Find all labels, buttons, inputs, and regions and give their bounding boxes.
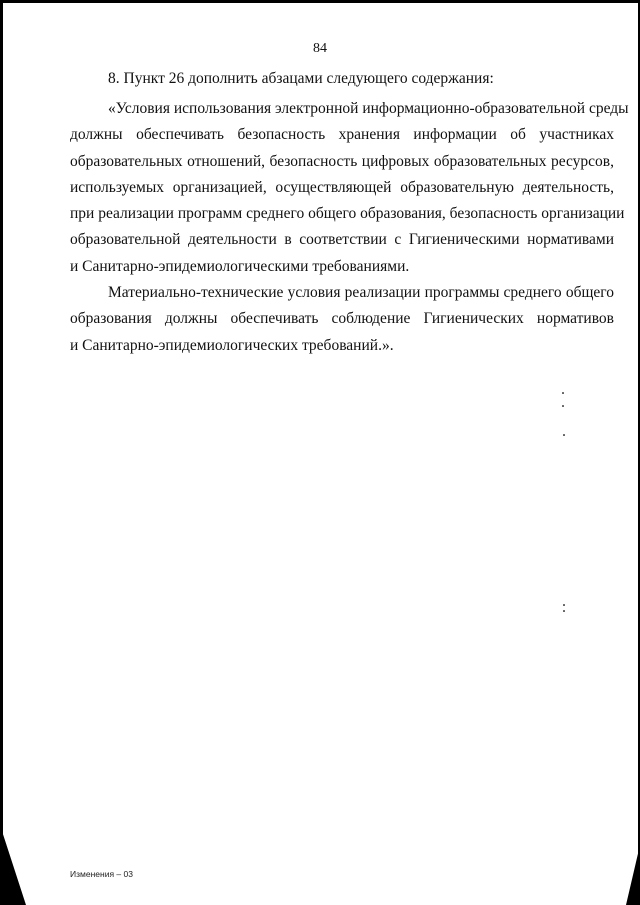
scan-speck — [562, 405, 564, 407]
text-line: «Условия использования электронной информационно-образовательной среды — [108, 100, 629, 117]
text-line: используемых организацией, осуществляющей образовательную деятельность, — [70, 178, 614, 196]
text-line: при реализации программ среднего общего образования, безопасность организации — [70, 205, 625, 223]
scan-edge-top — [0, 0, 640, 3]
scan-corner-bottom-left — [0, 825, 26, 905]
text-line: образования должны обеспечивать соблюдение Гигиенических нормативов — [70, 310, 614, 328]
text-line: должны обеспечивать безопасность хранения информации об участниках — [70, 126, 614, 144]
footer-revision-label: Изменения – 03 — [70, 869, 133, 879]
scan-speck — [562, 392, 564, 394]
text-line: образовательных отношений, безопасность цифровых образовательных ресурсов, — [70, 152, 614, 170]
text-line: и Санитарно-эпидемиологических требований.». — [70, 336, 394, 354]
scan-speck — [563, 610, 565, 612]
scan-speck — [563, 434, 565, 436]
scan-corner-bottom-right — [626, 845, 640, 905]
paragraph-amendment-intro — [70, 66, 614, 92]
scan-edge-left — [0, 0, 3, 905]
page-number: 84 — [313, 41, 327, 56]
text-line: Материально-технические условия реализации программы среднего общего — [108, 284, 614, 301]
text-line: образовательной деятельности в соответствии с Гигиеническими нормативами — [70, 231, 614, 249]
paragraph-material-conditions — [70, 280, 614, 359]
scan-speck — [563, 604, 565, 606]
text-line: 8. Пункт 26 дополнить абзацами следующего содержания: — [108, 70, 494, 87]
text-line: и Санитарно-эпидемиологическими требованиями. — [70, 257, 410, 275]
paragraph-eios-conditions — [70, 96, 629, 280]
